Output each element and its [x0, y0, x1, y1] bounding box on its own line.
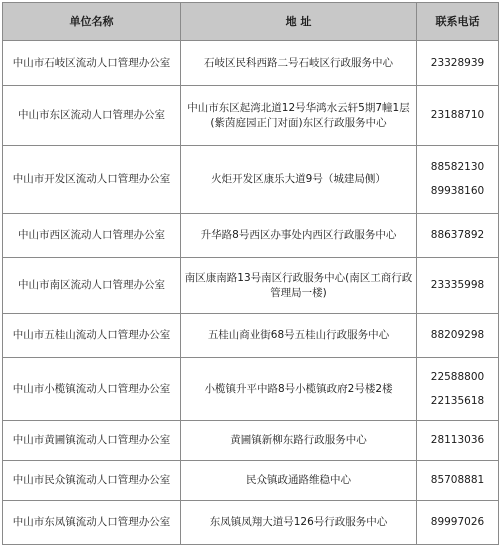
header-office-name: 单位名称 [3, 3, 181, 41]
address-cell: 火炬开发区康乐大道9号（城建局侧） [181, 146, 417, 214]
address-cell: 小榄镇升平中路8号小榄镇政府2号楼2楼 [181, 358, 417, 421]
table-row [3, 421, 499, 461]
office-name-cell: 中山市小榄镇流动人口管理办公室 [3, 358, 181, 421]
office-name-cell: 中山市民众镇流动人口管理办公室 [3, 461, 181, 501]
phone-cell [417, 358, 499, 421]
table-row [3, 146, 499, 214]
phone-cell [417, 461, 499, 501]
address-cell: 东凤镇凤翔大道号126号行政服务中心 [181, 501, 417, 545]
phone-number: 28113036 [430, 434, 485, 446]
office-name-cell: 中山市西区流动人口管理办公室 [3, 214, 181, 258]
office-name-cell: 中山市东区流动人口管理办公室 [3, 86, 181, 146]
phone-number: 22588800 [430, 370, 485, 383]
table-row [3, 214, 499, 258]
header-address: 地 址 [181, 3, 417, 41]
table-row [3, 258, 499, 314]
address-cell: 石岐区民科西路二号石岐区行政服务中心 [181, 41, 417, 86]
address-cell: 中山市东区起湾北道12号华鸿水云轩5期7幢1层(紫茵庭园正门对面)东区行政服务中心 [181, 86, 417, 146]
phone-number: 89997026 [430, 516, 485, 528]
contacts-table [2, 2, 499, 545]
phone-number: 85708881 [430, 474, 485, 486]
phone-number: 23335998 [430, 279, 485, 291]
address-cell: 黄圃镇新柳东路行政服务中心 [181, 421, 417, 461]
table-row [3, 461, 499, 501]
address-cell: 五桂山商业街68号五桂山行政服务中心 [181, 314, 417, 358]
address-cell: 升华路8号西区办事处内西区行政服务中心 [181, 214, 417, 258]
table-row [3, 314, 499, 358]
phone-cell [417, 41, 499, 86]
address-cell: 民众镇政通路维稳中心 [181, 461, 417, 501]
phone-cell [417, 146, 499, 214]
address-cell: 南区康南路13号南区行政服务中心(南区工商行政管理局一楼) [181, 258, 417, 314]
phone-number: 88209298 [430, 329, 485, 341]
table-row [3, 501, 499, 545]
phone-cell [417, 314, 499, 358]
phone-number: 88582130 [430, 161, 485, 173]
table-row [3, 41, 499, 86]
phone-cell [417, 258, 499, 314]
header-phone: 联系电话 [417, 3, 499, 41]
phone-number: 88637892 [430, 229, 485, 241]
phone-cell [417, 421, 499, 461]
office-name-cell: 中山市石岐区流动人口管理办公室 [3, 41, 181, 86]
phone-number: 23188710 [430, 109, 485, 121]
office-name-cell: 中山市五桂山流动人口管理办公室 [3, 314, 181, 358]
phone-number: 89938160 [430, 185, 485, 197]
office-name-cell: 中山市东凤镇流动人口管理办公室 [3, 501, 181, 545]
table-row [3, 86, 499, 146]
office-name-cell: 中山市开发区流动人口管理办公室 [3, 146, 181, 214]
office-name-cell: 中山市南区流动人口管理办公室 [3, 258, 181, 314]
office-name-cell: 中山市黄圃镇流动人口管理办公室 [3, 421, 181, 461]
phone-cell [417, 86, 499, 146]
phone-number: 22135618 [430, 394, 485, 407]
table-row [3, 358, 499, 421]
header-row [3, 3, 499, 41]
phone-cell [417, 501, 499, 545]
phone-number: 23328939 [430, 56, 485, 69]
phone-cell [417, 214, 499, 258]
